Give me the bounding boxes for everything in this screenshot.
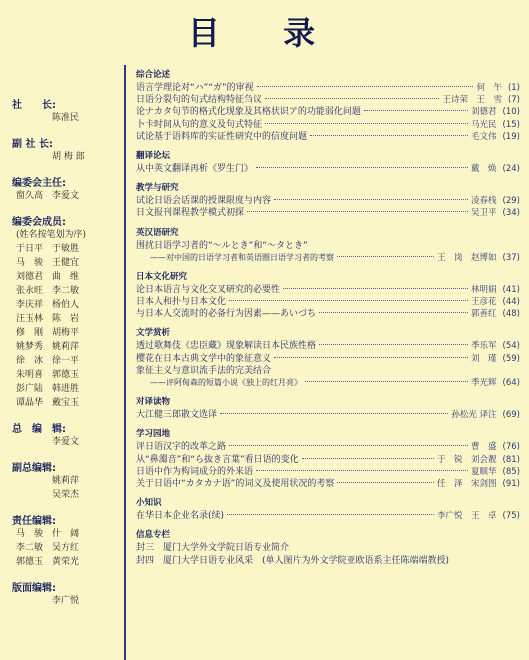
toc-entry[interactable] xyxy=(136,340,520,352)
staff-name: 彭广陆 韩进胜 xyxy=(16,384,80,394)
staff-name: 陈准民 xyxy=(52,113,80,123)
leader-dots xyxy=(227,514,434,515)
entry-title: 从中英文翻译再析《罗生门》 xyxy=(136,163,254,174)
staff-role: 责任编辑: xyxy=(12,516,56,527)
table-of-contents xyxy=(136,68,520,573)
entry-page: (41) xyxy=(502,284,520,295)
staff-role: 版面编辑: xyxy=(12,583,56,594)
staff-group xyxy=(12,420,122,449)
entry-title: 日文报刊课程教学模式初探 xyxy=(136,208,245,219)
toc-section xyxy=(136,395,520,421)
leader-dots xyxy=(319,344,468,345)
toc-entry[interactable] xyxy=(136,555,520,567)
leader-dots xyxy=(220,413,448,414)
leader-dots xyxy=(364,110,468,111)
entry-title: 评日语汉字的改革之路 xyxy=(136,442,227,453)
section-title: 教学与研究 xyxy=(136,183,179,194)
entry-author: 刘 瑾 xyxy=(471,353,497,364)
leader-dots xyxy=(256,167,468,168)
entry-title: 透过歌舞伎《忠臣藏》现象解读日本民族性格 xyxy=(136,341,317,352)
staff-name: 于日平 于敏胜 xyxy=(16,244,80,254)
entry-title: 与日本人交流时的必备行为因素——あいづち xyxy=(136,309,317,320)
entry-page: (75) xyxy=(502,511,520,522)
leader-dots xyxy=(337,256,434,257)
entry-page: (91) xyxy=(502,478,520,489)
entry-title: 封三 厦门大学外文学院日语专业简介 xyxy=(136,543,290,554)
entry-title: ——对中国的日语学习者和英语圈日语学习者的考察 xyxy=(150,252,334,262)
staff-name: 李广悦 xyxy=(52,596,80,606)
entry-title: 试论日语会话课的授课限度与内容 xyxy=(136,196,272,207)
entry-author: 孙松光 译注 xyxy=(451,410,497,421)
toc-section xyxy=(136,427,520,490)
staff-name: 李二敏 吴方红 xyxy=(16,543,80,553)
entry-title: 围扰日语学习者的“～ルとき”和“～タとき” xyxy=(136,240,308,251)
toc-entry[interactable] xyxy=(136,82,520,94)
staff-group xyxy=(12,213,122,410)
entry-page: (64) xyxy=(502,378,520,388)
toc-entry[interactable] xyxy=(136,240,520,252)
leader-dots xyxy=(302,458,434,459)
entry-page: (44) xyxy=(502,297,520,308)
section-title: 文学赏析 xyxy=(136,328,171,339)
leader-dots xyxy=(305,381,468,382)
leader-dots xyxy=(265,98,439,99)
entry-title: 语言学理论对“ハ”“ガ”的审视 xyxy=(136,83,254,93)
toc-entry[interactable] xyxy=(136,308,520,320)
staff-group xyxy=(12,96,122,125)
staff-name: 徐 冰 徐一平 xyxy=(16,356,80,366)
entry-page: (54) xyxy=(502,341,520,352)
entry-page: (69) xyxy=(502,410,520,421)
toc-entry[interactable] xyxy=(136,106,520,118)
toc-entry[interactable] xyxy=(136,284,520,296)
toc-section xyxy=(136,149,520,175)
leader-dots xyxy=(229,445,468,446)
toc-section xyxy=(136,270,520,321)
entry-page: (59) xyxy=(502,353,520,364)
toc-entry[interactable] xyxy=(136,131,520,143)
entry-title: 卜卡时间从句的意义及句式特征 xyxy=(136,119,263,130)
leader-dots xyxy=(265,123,468,124)
staff-name: 姚莉萍 xyxy=(52,476,80,486)
entry-author: 刘德君 xyxy=(471,107,497,118)
entry-title: 在华日本企业名录(续) xyxy=(136,511,225,522)
entry-page: (19) xyxy=(502,131,520,142)
toc-entry[interactable] xyxy=(136,195,520,207)
leader-dots xyxy=(274,357,468,358)
entry-page: (37) xyxy=(502,252,520,263)
page-title: 目 录 xyxy=(187,14,342,52)
entry-title: 论日本语言与文化交叉研究的必要性 xyxy=(136,284,281,295)
staff-name: 姚梦秀 姚莉萍 xyxy=(16,342,80,352)
leader-dots xyxy=(229,300,468,301)
entry-title: ——评阿甸森的短篇小说《独上的红月亮》 xyxy=(150,378,302,387)
section-title: 英汉语研究 xyxy=(136,227,179,238)
entry-title: 日语中作为构词成分的外来语 xyxy=(136,466,254,477)
entry-author: 戴 焕 xyxy=(471,163,497,174)
toc-section xyxy=(136,68,520,143)
entry-title: 大江健三郎散文选译 xyxy=(136,410,218,421)
staff-role: 副 社 长: xyxy=(12,139,53,150)
toc-entry[interactable] xyxy=(136,94,520,106)
staff-name: 胡 梅 郎 xyxy=(52,152,85,162)
staff-group xyxy=(12,459,122,502)
toc-section xyxy=(136,181,520,219)
column-divider xyxy=(124,65,126,660)
leader-dots xyxy=(337,482,434,483)
staff-role: 社 长: xyxy=(12,100,56,111)
toc-entry[interactable] xyxy=(136,466,520,478)
entry-page: (10) xyxy=(502,107,520,118)
staff-name: 修 刚 胡梅平 xyxy=(16,328,80,338)
staff-role: 总 编 辑: xyxy=(12,424,66,435)
entry-page: (48) xyxy=(502,309,520,320)
toc-section xyxy=(136,226,520,264)
entry-page: (1) xyxy=(507,83,520,93)
entry-page: (29) xyxy=(502,196,520,207)
staff-role: 副总编辑: xyxy=(12,463,56,474)
staff-name: 马 骏 什 阔 xyxy=(16,529,80,539)
entry-author: 林明娟 xyxy=(471,284,497,295)
toc-entry[interactable] xyxy=(136,377,520,389)
staff-name: 李庆祥 杨伯人 xyxy=(16,300,80,310)
entry-author: 夏顺华 xyxy=(471,466,497,477)
toc-entry[interactable] xyxy=(136,163,520,175)
staff-name: 吴荣杰 xyxy=(52,490,80,500)
entry-page: (81) xyxy=(502,454,520,465)
entry-author: 李广悦 王 卓 xyxy=(437,511,497,522)
toc-entry[interactable] xyxy=(136,365,520,377)
staff-name: 谭晶华 戴宝玉 xyxy=(16,398,80,408)
toc-entry[interactable] xyxy=(136,353,520,365)
staff-name: 朱明喜 郭德玉 xyxy=(16,370,80,380)
entry-title: 象征主义与意识流手法的完美结合 xyxy=(136,365,272,376)
entry-author: 凌春栈 xyxy=(471,196,497,207)
entry-author: 毛文伟 xyxy=(471,131,497,142)
entry-page: (34) xyxy=(502,208,520,219)
entry-title: 关于日语中“カタカナ语”的词义及使用状况的考察 xyxy=(136,478,335,489)
staff-name: (姓名按笔划为序) xyxy=(16,230,87,240)
leader-dots xyxy=(247,211,468,212)
entry-title: 日语分裂句的句式结构特征刍议 xyxy=(136,95,263,106)
entry-title: 从“鼻濁音”和“ら抜き言葉”看日语的变化 xyxy=(136,454,299,465)
entry-author: 吴卫平 xyxy=(471,208,497,219)
entry-page: (24) xyxy=(502,163,520,174)
entry-author: 季乐军 xyxy=(471,341,497,352)
entry-page: (85) xyxy=(502,466,520,477)
entry-title: 封四 厦门大学日语专业风采 (单人图片为外文学院亚欧语系主任陈端端教授) xyxy=(136,555,450,566)
entry-author: 马光民 xyxy=(471,119,497,130)
entry-page: (7) xyxy=(507,95,520,106)
entry-author: 曹 盛 xyxy=(471,442,497,453)
toc-entry[interactable] xyxy=(136,454,520,466)
entry-author: 何 午 xyxy=(476,83,502,93)
section-title: 信息专栏 xyxy=(136,530,171,541)
leader-dots xyxy=(310,135,468,136)
staff-group xyxy=(12,512,122,569)
entry-author: 郭善红 xyxy=(471,309,497,320)
toc-entry[interactable] xyxy=(136,409,520,421)
entry-author: 季光辉 xyxy=(471,378,497,388)
staff-list xyxy=(12,96,122,618)
toc-entry[interactable] xyxy=(136,441,520,453)
entry-author: 王诗荣 王 雪 xyxy=(442,95,502,106)
staff-name: 张永旺 李二敏 xyxy=(16,286,80,296)
staff-role: 编委会主任: xyxy=(12,178,66,189)
leader-dots xyxy=(257,86,474,87)
staff-name: 李爱文 xyxy=(52,437,80,447)
staff-name: 汪玉林 陈 岩 xyxy=(16,314,80,324)
entry-author: 王 岗 赵博如 xyxy=(437,252,497,263)
section-title: 小知识 xyxy=(136,498,162,509)
section-title: 日本文化研究 xyxy=(136,271,188,282)
entry-page: (76) xyxy=(502,442,520,453)
section-title: 综合论述 xyxy=(136,70,171,80)
staff-name: 郭德玉 黄荣光 xyxy=(16,557,80,567)
toc-entry[interactable] xyxy=(136,296,520,308)
entry-author: 王彦花 xyxy=(471,297,497,308)
toc-section xyxy=(136,496,520,522)
leader-dots xyxy=(274,199,468,200)
entry-author: 任 泽 宋剑图 xyxy=(437,478,497,489)
entry-page: (15) xyxy=(502,119,520,130)
leader-dots xyxy=(319,312,468,313)
section-title: 学习园地 xyxy=(136,429,171,440)
toc-entry[interactable] xyxy=(136,252,520,264)
section-title: 翻译论坛 xyxy=(136,150,171,161)
entry-title: 日本人和扑与日本文化 xyxy=(136,297,227,308)
entry-author: 于 锐 刘会靓 xyxy=(437,454,497,465)
entry-title: 试论基于语料库的实证性研究中的信度问题 xyxy=(136,131,308,142)
toc-entry[interactable] xyxy=(136,510,520,522)
toc-entry[interactable] xyxy=(136,119,520,131)
staff-group xyxy=(12,174,122,203)
toc-entry[interactable] xyxy=(136,478,520,490)
staff-name: 刘德君 曲 维 xyxy=(16,272,80,282)
leader-dots xyxy=(256,470,468,471)
leader-dots xyxy=(283,288,468,289)
entry-title: 樱花在日本古典文学中的象征意义 xyxy=(136,353,272,364)
staff-group xyxy=(12,135,122,164)
toc-section xyxy=(136,326,520,389)
staff-name: 马 骏 王健宜 xyxy=(16,258,80,268)
toc-section xyxy=(136,528,520,566)
section-title: 对译读物 xyxy=(136,397,171,408)
staff-role: 编委会成员: xyxy=(12,217,66,228)
staff-name: 窗久高 李爱文 xyxy=(16,191,80,201)
toc-entry[interactable] xyxy=(136,542,520,554)
entry-title: 论ナカタ句节的格式化现象及其格状识ア的功能弱化问题 xyxy=(136,107,361,118)
toc-entry[interactable] xyxy=(136,207,520,219)
staff-group xyxy=(12,579,122,608)
